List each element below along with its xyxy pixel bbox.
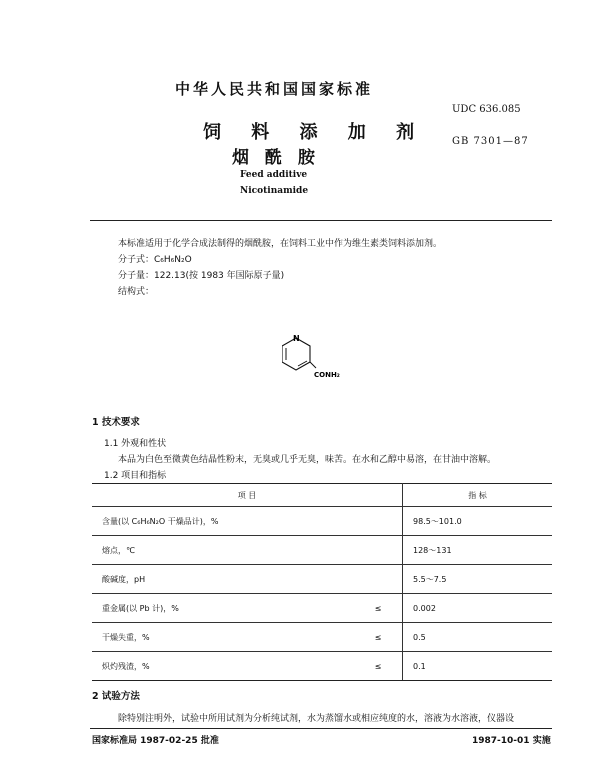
- row-item: 含量(以 C₆H₆N₂O 干燥品计)，%: [92, 507, 354, 536]
- substituent-bond: [310, 362, 316, 368]
- row-value: 0.1: [403, 652, 553, 681]
- gb-code: GB 7301—87: [452, 136, 529, 147]
- section-2-heading: 2 试验方法: [92, 691, 140, 702]
- row-value: 98.5～101.0: [403, 507, 553, 536]
- english-title-line2: Nicotinamide: [240, 186, 309, 196]
- appearance-text: 本品为白色至微黄色结晶性粉末，无臭或几乎无臭，味苦。在水和乙醇中易溶，在甘油中溶解。: [118, 455, 497, 465]
- row-operator: [354, 507, 403, 536]
- row-operator: [354, 565, 403, 594]
- ring-double-bond: [298, 361, 307, 366]
- section-1-1-heading: 1.1 外观和性状: [104, 439, 167, 449]
- document-title-line1: 饲 料 添 加 剂: [203, 122, 427, 143]
- row-item: 干燥失重，%: [92, 623, 354, 652]
- table-row: [92, 652, 552, 681]
- table-row: [92, 594, 552, 623]
- row-item: 炽灼残渣，%: [92, 652, 354, 681]
- row-operator: ≤: [354, 623, 403, 652]
- spec-table: [92, 483, 552, 681]
- row-item: 熔点，℃: [92, 536, 354, 565]
- row-operator: ≤: [354, 594, 403, 623]
- molecular-weight: 分子量：122.13(按 1983 年国际原子量): [118, 271, 285, 281]
- udc-code: UDC 636.085: [452, 104, 521, 115]
- table-row: [92, 507, 552, 536]
- row-value: 0.002: [403, 594, 553, 623]
- scope-text: 本标准适用于化学合成法制得的烟酰胺，在饲料工业中作为维生素类饲料添加剂。: [118, 239, 443, 249]
- row-value: 5.5～7.5: [403, 565, 553, 594]
- structure-label: 结构式：: [118, 287, 155, 297]
- table-row: [92, 565, 552, 594]
- table-row: [92, 536, 552, 565]
- table-header-row: [92, 484, 552, 507]
- header-divider: [90, 220, 552, 221]
- column-header-item: 项 目: [92, 484, 403, 507]
- row-item: 酸碱度，pH: [92, 565, 354, 594]
- document-title-line2: 烟 酰 胺: [232, 148, 320, 168]
- row-value: 0.5: [403, 623, 553, 652]
- structural-formula: [282, 334, 362, 390]
- national-standard-title: 中华人民共和国国家标准: [175, 80, 374, 98]
- table-row: [92, 623, 552, 652]
- ring-nitrogen-label: N: [293, 334, 300, 343]
- test-method-text: 除特别注明外，试验中所用试剂为分析纯试剂，水为蒸馏水或相应纯度的水，溶液为水溶液，仪器设: [118, 714, 515, 724]
- molecular-formula: 分子式：C₆H₆N₂O: [118, 255, 192, 265]
- effective-date: 1987-10-01 实施: [472, 736, 551, 746]
- conh2-label: CONH₂: [314, 371, 340, 379]
- approval-date: 国家标准局 1987-02-25 批准: [92, 736, 219, 746]
- section-1-2-heading: 1.2 项目和指标: [104, 471, 167, 481]
- row-operator: ≤: [354, 652, 403, 681]
- column-header-index: 指 标: [403, 484, 553, 507]
- row-operator: [354, 536, 403, 565]
- row-value: 128～131: [403, 536, 553, 565]
- row-item: 重金属(以 Pb 计)，%: [92, 594, 354, 623]
- section-1-heading: 1 技术要求: [92, 417, 140, 428]
- footer-divider: [90, 728, 552, 729]
- english-title-line1: Feed additive: [240, 170, 308, 180]
